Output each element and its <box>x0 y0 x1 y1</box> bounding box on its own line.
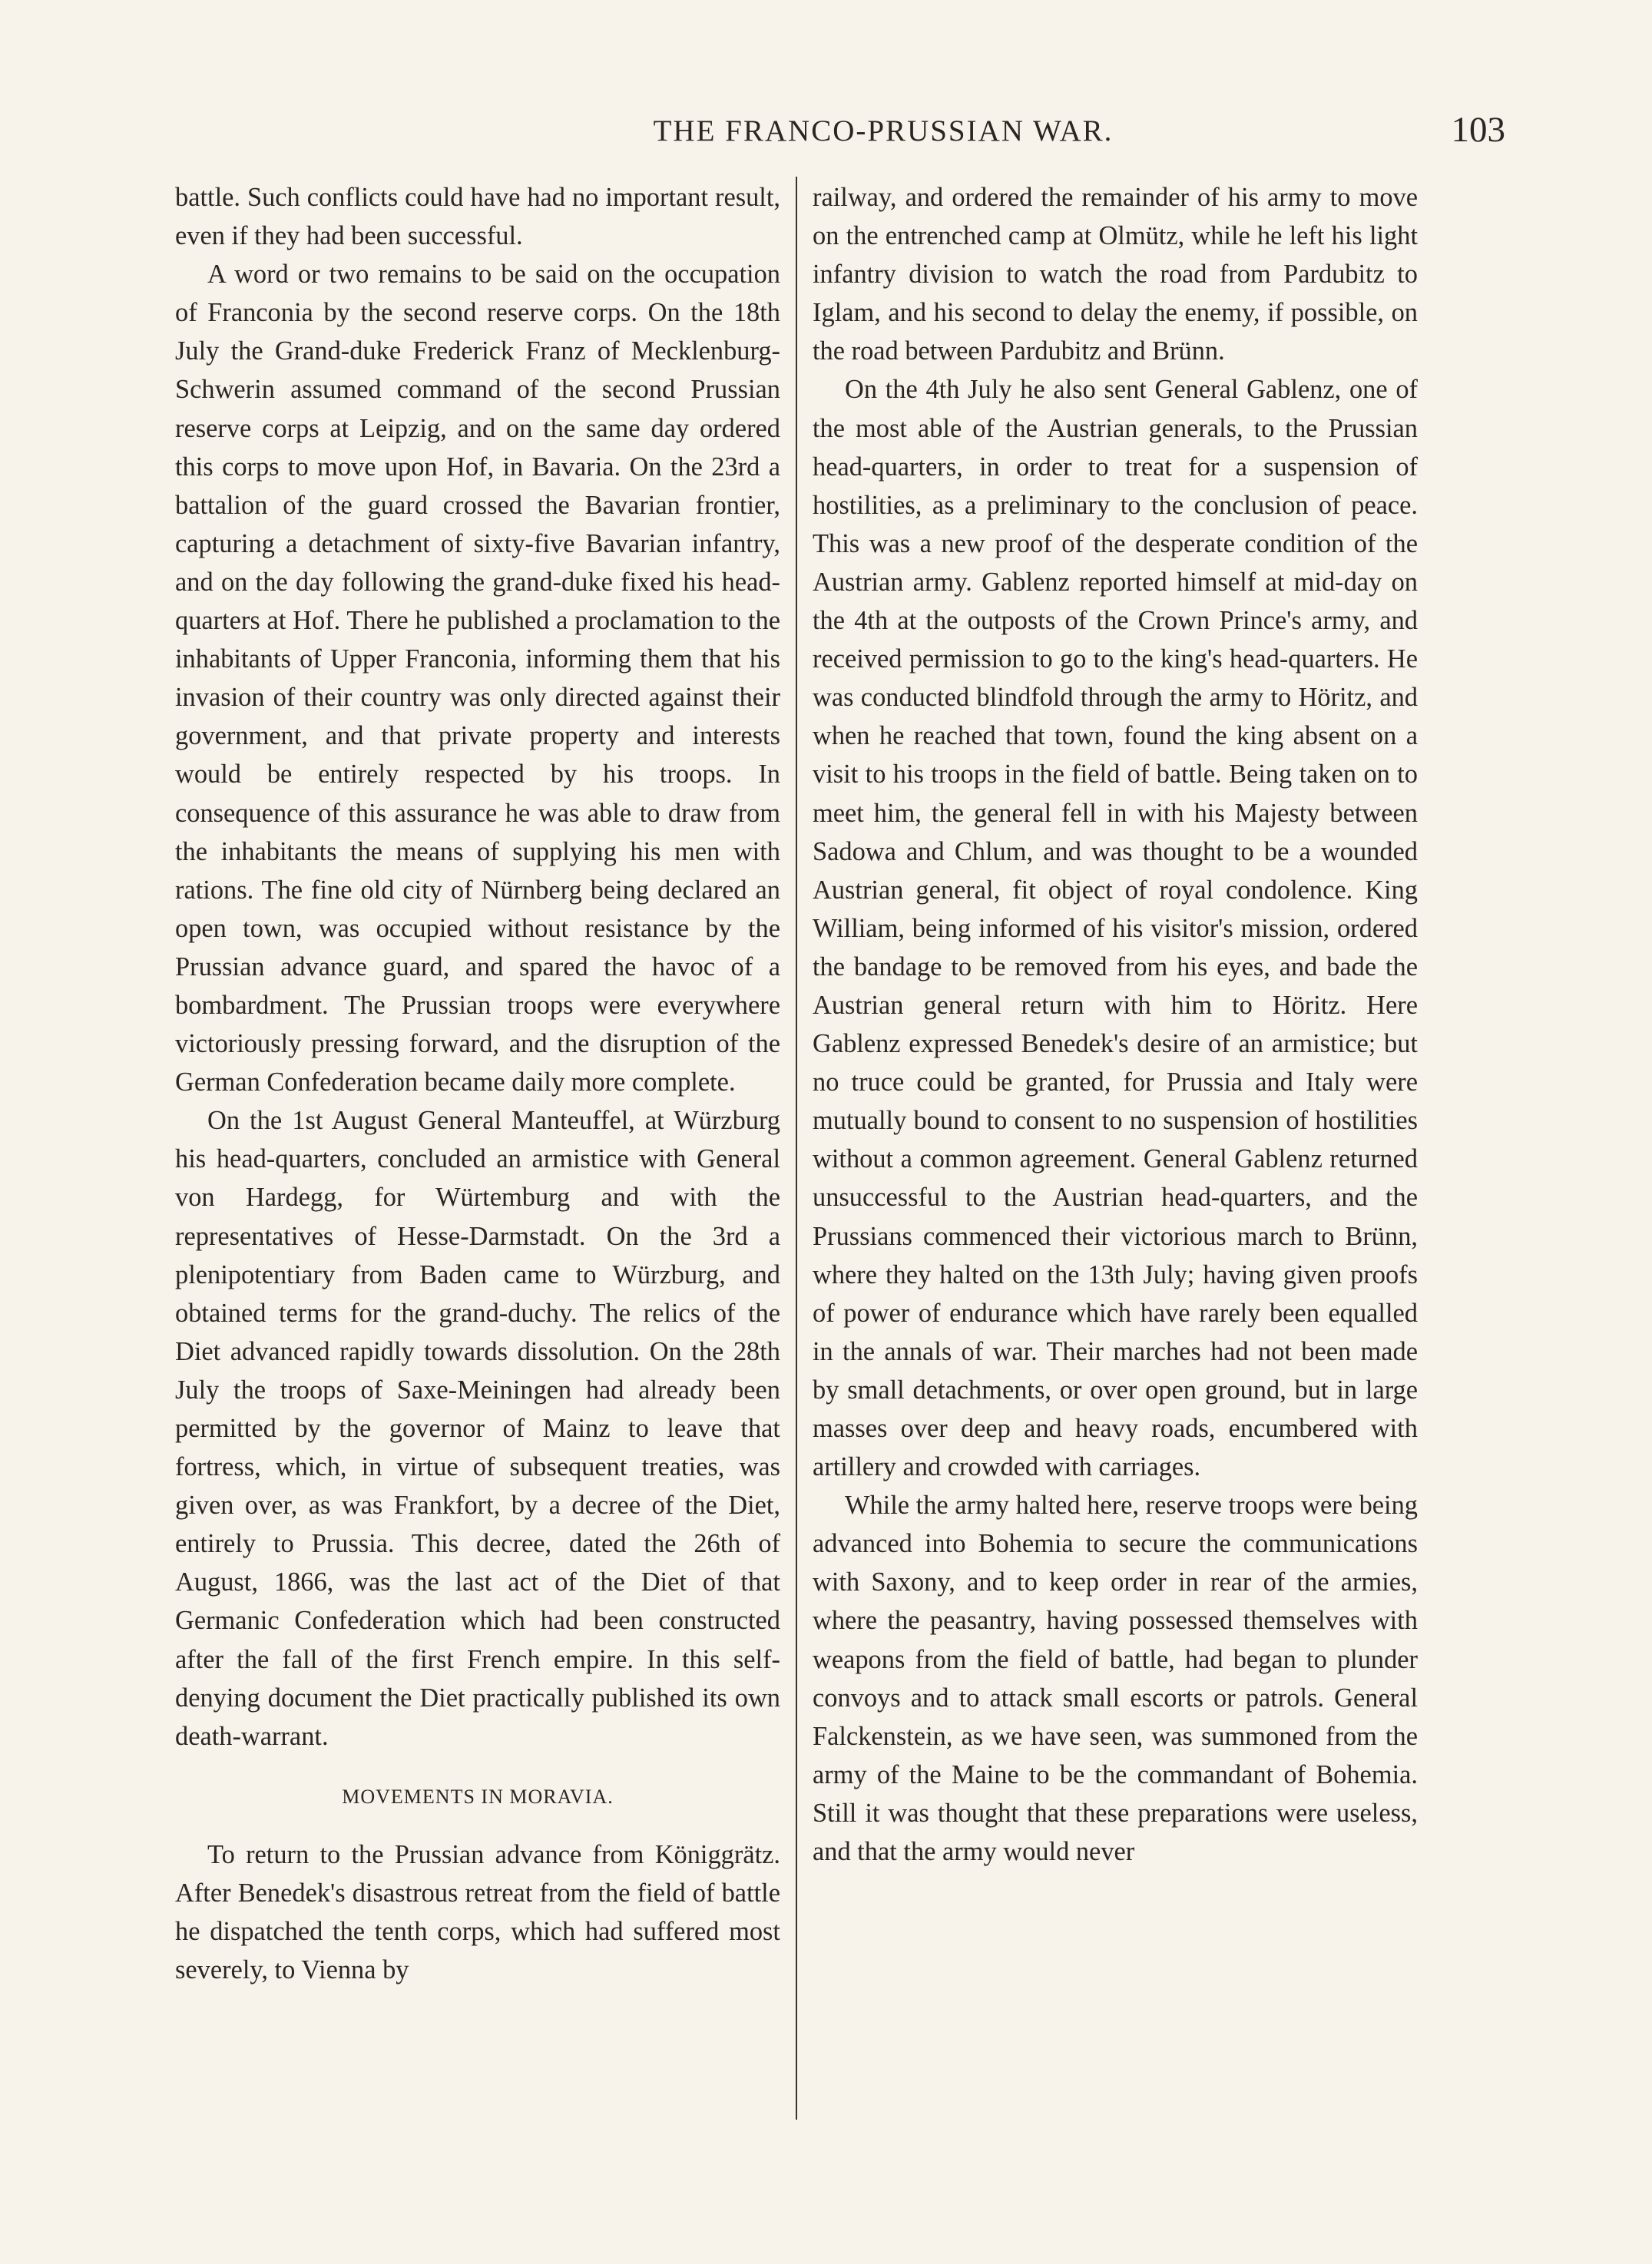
paragraph: On the 1st August General Manteuffel, at Würzburg his head-quarters, concluded an armistice with General von Hardegg, for Würtemburg and with the representatives of Hesse-Darmstadt. On the 3rd a plenipotentiary from Baden came to Würzburg, and obtained terms for the grand-duchy. The relics of the Diet advanced rapidly towards dissolution. On the 28th July the troops of Saxe-Meiningen had already been permitted by the governor of Mainz to leave that fortress, which, in virtue of subsequent treaties, was given over, as was Frankfort, by a decree of the Diet, entirely to Prussia. This decree, dated the 26th of August, 1866, was the last act of the Diet of that Germanic Confederation which had been constructed after the fall of the first French empire. In this self-denying document the Diet practically published its own death-warrant. <box>175 1106 780 1751</box>
right-column <box>813 178 1418 1871</box>
page-number: 103 <box>1451 110 1505 150</box>
paragraph: On the 4th July he also sent General Gablenz, one of the most able of the Austrian generals, to the Prussian head-quarters, in order to treat for a suspension of hostilities, as a preliminary to the conclusion of peace. This was a new proof of the desperate condition of the Austrian army. Gablenz reported himself at mid-day on the 4th at the outposts of the Crown Prince's army, and received permission to go to the king's head-quarters. He was conducted blindfold through the army to Höritz, and when he reached that town, found the king absent on a visit to his troops in the field of battle. Being taken on to meet him, the general fell in with his Majesty between Sadowa and Chlum, and was thought to be a wounded Austrian general, fit object of royal condolence. King William, being informed of his visitor's mission, ordered the bandage to be removed from his eyes, and bade the Austrian general return with him to Höritz. Here Gablenz expressed Benedek's desire of an armistice; but no truce could be granted, for Prussia and Italy were mutually bound to consent to no suspension of hostilities without a common agreement. General Gablenz returned unsuccessful to the Austrian head-quarters, and the Prussians commenced their victorious march to Brünn, where they halted on the 13th July; having given proofs of power of endurance which have rarely been equalled in the annals of war. Their marches had not been made by small detachments, or over open ground, but in large masses over deep and heavy roads, encumbered with artillery and crowded with carriages. <box>813 375 1418 1482</box>
paragraph: railway, and ordered the remainder of his army to move on the entrenched camp at Olmütz, while he left his light infantry division to watch the road from Pardubitz to Iglam, and his second to delay the enemy, if possible, on the road between Pardubitz and Brünn. <box>813 183 1418 366</box>
left-column <box>175 178 780 1989</box>
column-divider <box>796 177 797 2120</box>
paragraph: While the army halted here, reserve troops were being advanced into Bohemia to secure the communications with Saxony, and to keep order in rear of the armies, where the peasantry, having possessed themselves with weapons from the field of battle, had began to plunder convoys and to attack small escorts or patrols. General Falckenstein, as we have seen, was summoned from the army of the Maine to be the commandant of Bohemia. Still it was thought that these preparations were useless, and that the army would never <box>813 1491 1418 1867</box>
section-heading: MOVEMENTS IN MORAVIA. <box>342 1785 614 1808</box>
paragraph: A word or two remains to be said on the occupation of Franconia by the second reserve corps. On the 18th July the Grand-duke Frederick Franz of Mecklenburg-Schwerin assumed command of the second Prussian reserve corps at Leipzig, and on the same day ordered this corps to move upon Hof, in Bavaria. On the 23rd a battalion of the guard crossed the Bavarian frontier, capturing a detachment of sixty-five Bavarian infantry, and on the day following the grand-duke fixed his head-quarters at Hof. There he published a proclamation to the inhabitants of Upper Franconia, informing them that his invasion of their country was only directed against their government, and that private property and interests would be entirely respected by his troops. In consequence of this assurance he was able to draw from the inhabitants the means of supplying his men with rations. The fine old city of Nürnberg being declared an open town, was occupied without resistance by the Prussian advance guard, and spared the havoc of a bombardment. The Prussian troops were everywhere victoriously pressing forward, and the disruption of the German Confederation became daily more complete. <box>175 260 780 1097</box>
page-header <box>177 110 1505 160</box>
paragraph: battle. Such conflicts could have had no important result, even if they had been successful. <box>175 183 780 251</box>
paragraph: To return to the Prussian advance from Königgrätz. After Benedek's disastrous retreat from the field of battle he dispatched the tenth corps, which had suffered most severely, to Vienna by <box>175 1839 780 1985</box>
running-title: THE FRANCO-PRUSSIAN WAR. <box>653 114 1114 147</box>
